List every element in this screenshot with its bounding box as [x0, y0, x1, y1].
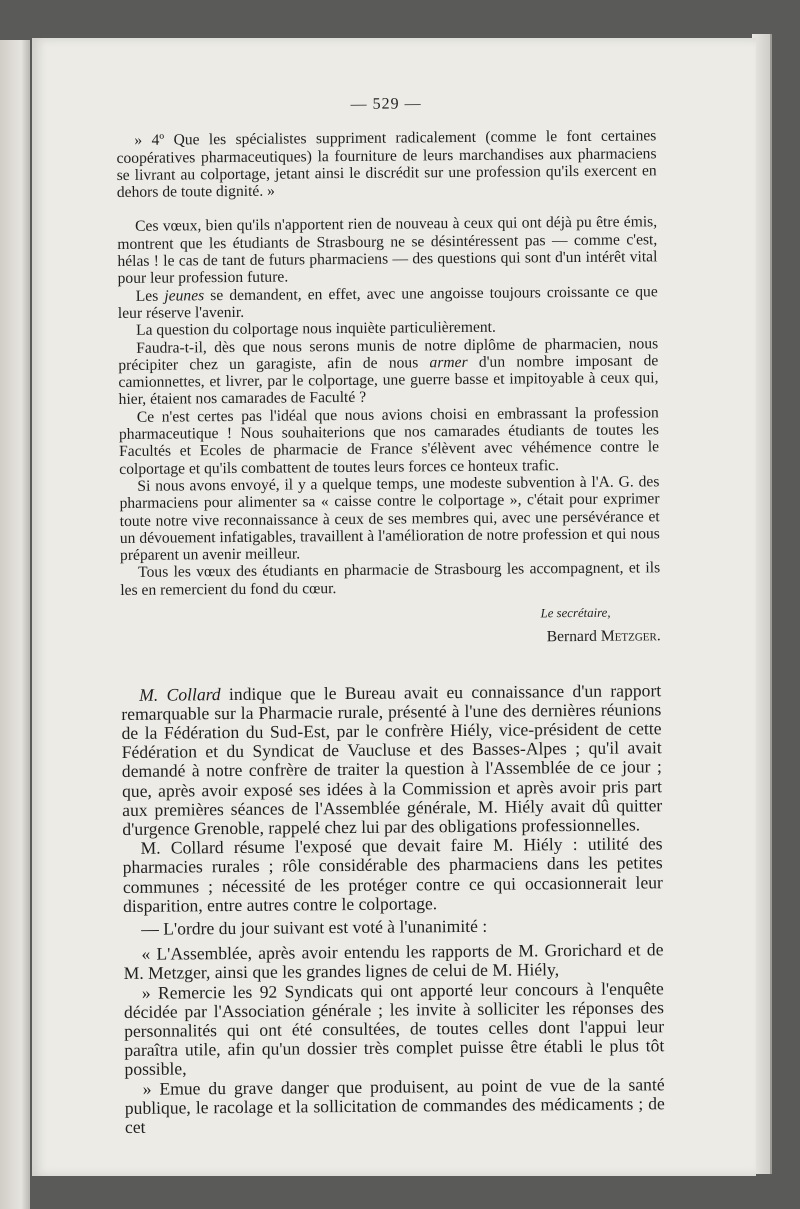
signature-name: Bernard Metzger. — [546, 627, 661, 646]
collard-section — [121, 681, 665, 1137]
subvention-paragraph: Si nous avons envoyé, il y a quelque temps, une modeste subvention à l'A. G. des pharmaciens pour alimenter sa « caisse contre le colportage », c'était pour exprimer toute notre vive reconnaissance à ceux de ses membres qui, avec une persévérance et un dévouement infatigables, travaillent à l'amélioration de notre profession et qui nous préparent un avenir meilleur. — [119, 473, 660, 565]
left-page-edge — [0, 40, 30, 1209]
page-number: — 529 — — [350, 95, 422, 113]
page-content — [116, 93, 665, 1137]
resolution-paragraph-1: « L'Assemblée, après avoir entendu les rapports de M. Grorichard et de M. Metzger, ainsi que les grandes lignes de celui de M. Hiély, — [123, 939, 664, 984]
signature-title: Le secrétaire, — [540, 605, 611, 621]
faudra-paragraph: Faudra-t-il, dès que nous serons munis de notre diplôme de pharmacien, nous précipiter chez un garagiste, afin de nous armer d'un nombre imposant de camionnettes, et livrer, par le colportage, une guerre basse et impitoyable à ceux qui, hier, étaient nos camarades de Faculté ? — [118, 334, 659, 409]
resolution-intro: — L'ordre du jour suivant est voté à l'unanimité : — [141, 915, 488, 939]
vows-paragraph: Ces vœux, bien qu'ils n'apportent rien de nouveau à ceux qui ont déjà pu être émis, montrent que les étudiants de Strasbourg ne se désintéressent pas — comme c'est, hélas ! le cas de tant de futurs pharmaciens — des questions qui sont d'un intérêt vital pour leur profession future. — [117, 213, 658, 288]
thanks-paragraph: Tous les vœux des étudiants en pharmacie de Strasbourg les accompagnent, et ils les en remercient du fond du cœur. — [120, 559, 661, 599]
ideal-paragraph: Ce n'est certes pas l'idéal que nous avions choisi en embrassant la profession pharmaceutique ! Nous souhaiterions que nos camarades étudiants de toutes les Facultés et Ecoles de pharmacie de France s'élèvent avec véhémence contre le colportage et qu'ils combattent de toutes leurs forces ce honteux trafic. — [118, 404, 660, 478]
resolution-paragraph-2: » Remercie les 92 Syndicats qui ont apporté leur concours à l'enquête décidée par l'Association générale ; les invite à solliciter les réponses des personnalités qui ont été consultées, de toutes celles dont l'appui leur paraîtra utile, afin qu'un dossier très complet puisse être établi le plus tôt possible, — [123, 977, 665, 1080]
collard-paragraph: M. Collard indique que le Bureau avait eu connaissance d'un rapport remarquable sur la Pharmacie rurale, présenté à l'une des dernières réunions de la Fédération du Sud-Est, par le confrère Hiély, vice-président de cette Fédération et du Syndicat de Vaucluse et des Basses-Alpes ; qu'il avait demandé à notre confrère de traiter la question à l'Assemblée de ce jour ; que, après avoir exposé ses idées à la Commission et après avoir pris part aux premières séances de l'Assemblée générale, M. Hiély avait dû quitter d'urgence Grenoble, rappelé chez lui par des obligations professionnelles. — [121, 679, 663, 840]
jeunes-paragraph: Les jeunes se demandent, en effet, avec une angoisse toujours croissante ce que leur réserve l'avenir. — [117, 282, 658, 322]
question-paragraph: La question du colportage nous inquiète particulièrement. — [135, 318, 496, 340]
quoted-wish-paragraph: » 4º Que les spécialistes suppriment radicalement (comme le font certaines coopératives pharmaceutiques) la fourniture de leurs marchandises aux pharmaciens se livrant au colportage, jetant ainsi le discrédit sur une profession qu'ils exercent en dehors de toute dignité. » — [116, 127, 657, 202]
summary-paragraph: M. Collard résume l'exposé que devait faire M. Hiély : utilité des pharmacies rurales ; rôle considérable des pharmaciens dans les petites communes ; nécessité de les protéger contre ce qui occasionnerait leur disparition, entre autres contre le colportage. — [122, 833, 663, 916]
resolution-paragraph-3: » Emue du grave danger que produisent, au point de vue de la santé publique, le racolage et la sollicitation de commandes des médicaments ; de cet — [124, 1073, 665, 1138]
